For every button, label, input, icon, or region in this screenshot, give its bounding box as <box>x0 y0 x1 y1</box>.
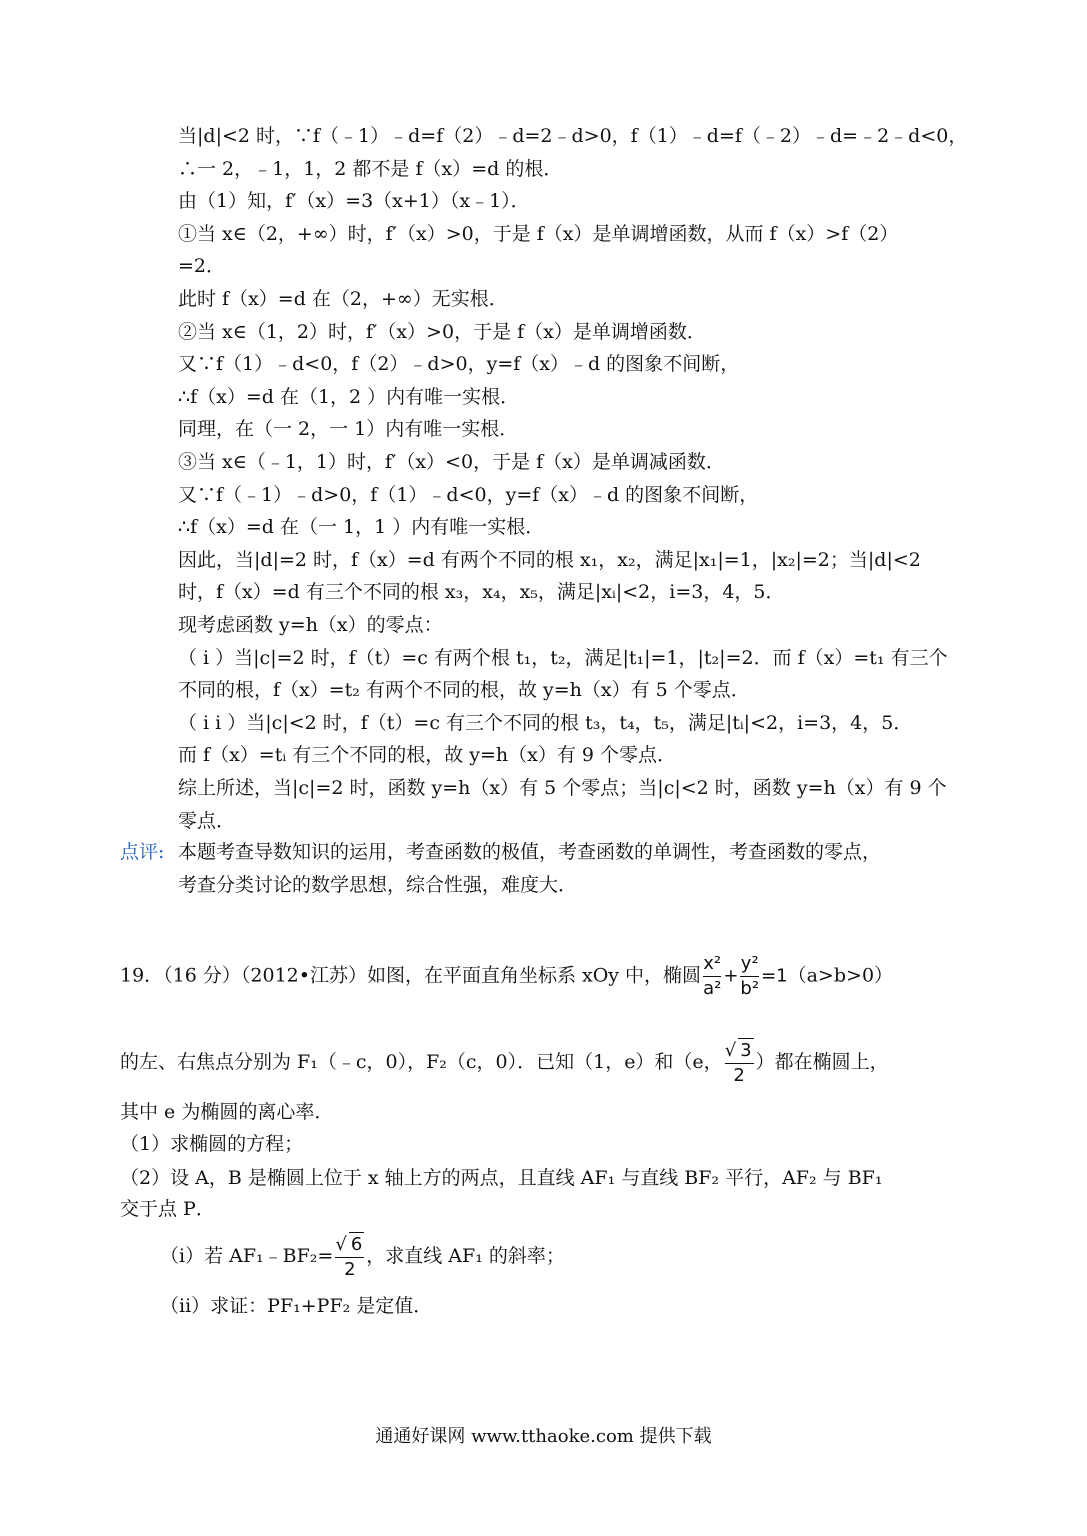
footer-text: 通通好课网 www.tthaoke.com 提供下载 <box>375 1426 712 1447</box>
comment-line: 考查分类讨论的数学思想，综合性强，难度大． <box>178 874 578 896</box>
solution-line: 不同的根，f（x）=t₂ 有两个不同的根，故 y=h（x）有 5 个零点． <box>178 679 750 701</box>
comment-body <box>178 836 881 902</box>
solution-line: ∴一 2，﹣1，1，2 都不是 f（x）=d 的根． <box>178 158 563 180</box>
frac-numerator: x² <box>703 953 722 974</box>
solution-line: ∴f（x）=d 在（一 1，1 ）内有唯一实根． <box>178 516 545 538</box>
question-text: 的左、右焦点分别为 F₁（﹣c，0），F₂（c，0）．已知（1，e）和（e， <box>120 1051 723 1073</box>
sqrt-radicand: 6 <box>350 1234 363 1255</box>
solution-line: 因此，当|d|=2 时，f（x）=d 有两个不同的根 x₁，x₂，满足|x₁|=1，|x₂|=2；当|d|<2 <box>178 549 921 571</box>
question-sub-i <box>160 1232 565 1282</box>
question-line-3: 其中 e 为椭圆的离心率． <box>120 1101 334 1123</box>
comment-block <box>120 836 1000 896</box>
frac-denominator: 2 <box>344 1259 356 1280</box>
solution-line: 现考虑函数 y=h（x）的零点： <box>178 614 443 636</box>
solution-line: 综上所述，当|c|=2 时，函数 y=h（x）有 5 个零点；当|c|<2 时，函数 y=h（x）有 9 个 <box>178 777 947 799</box>
solution-line: （ i i ）当|c|<2 时，f（t）=c 有三个不同的根 t₃，t₄，t₅，满足|tᵢ|<2，i=3，4，5． <box>178 712 913 734</box>
frac-numerator: y² <box>740 953 759 974</box>
solution-line: 同理，在（一 2，一 1）内有唯一实根． <box>178 418 519 440</box>
question-text: （i）若 AF₁﹣BF₂= <box>160 1245 334 1267</box>
question-text: ，求直线 AF₁ 的斜率； <box>366 1245 565 1267</box>
comment-label: 点评: <box>120 841 165 863</box>
frac-denominator: b² <box>740 978 760 999</box>
question-part-1: （1）求椭圆的方程； <box>120 1133 304 1155</box>
sqrt3-over-2: $\frac{√ 3}{2}$ <box>724 1040 752 1086</box>
question-text: 19．（16 分）（2012•江苏）如图，在平面直角坐标系 xOy 中，椭圆 <box>120 964 702 987</box>
ellipse-equation <box>701 952 788 1001</box>
solution-line: =2． <box>178 255 226 277</box>
solution-line: 零点． <box>178 810 236 832</box>
question-line-2 <box>120 1038 889 1088</box>
solution-line: ②当 x∈（1，2）时，f′（x）>0，于是 f（x）是单调增函数． <box>178 321 706 343</box>
solution-line: 又∵f（﹣1）﹣d>0，f（1）﹣d<0，y=f（x）﹣d 的图象不间断， <box>178 484 759 506</box>
sqrt6-over-2: $\frac{√ 6}{2}$ <box>335 1234 363 1280</box>
solution-line: ③当 x∈（﹣1，1）时，f′（x）<0，于是 f（x）是单调减函数． <box>178 451 725 473</box>
solution-line: ①当 x∈（2，+∞）时，f′（x）>0，于是 f（x）是单调增函数，从而 f（x）>f（2） <box>178 223 899 245</box>
solution-line: 又∵f（1）﹣d<0，f（2）﹣d>0，y=f（x）﹣d 的图象不间断， <box>178 353 740 375</box>
solution-line: 当|d|<2 时，∵f（﹣1）﹣d=f（2）﹣d=2﹣d>0，f（1）﹣d=f（﹣2）﹣d=﹣2﹣d<0， <box>178 125 968 147</box>
solution-line: 而 f（x）=tᵢ 有三个不同的根，故 y=h（x）有 9 个零点． <box>178 744 677 766</box>
solution-line: ∴f（x）=d 在（1，2 ）内有唯一实根． <box>178 386 520 408</box>
solution-line: 由（1）知，f′（x）=3（x+1）（x﹣1）． <box>178 190 530 212</box>
plus-sign: + <box>723 965 739 987</box>
question-part-2-cont: 交于点 P． <box>120 1198 215 1220</box>
question-text: ）都在椭圆上， <box>755 1051 889 1073</box>
question-text: （a>b>0） <box>787 964 894 987</box>
question-part-2: （2）设 A，B 是椭圆上位于 x 轴上方的两点，且直线 AF₁ 与直线 BF₂ 平行，AF₂ 与 BF₁ <box>120 1167 883 1189</box>
comment-line: 本题考查导数知识的运用，考查函数的极值，考查函数的单调性，考查函数的零点， <box>178 841 882 863</box>
frac-denominator: 2 <box>733 1065 745 1086</box>
solution-line: 此时 f（x）=d 在（2，+∞）无实根． <box>178 288 508 310</box>
solution-line: （ i ）当|c|=2 时，f（t）=c 有两个根 t₁，t₂，满足|t₁|=1，|t₂|=2．而 f（x）=t₁ 有三个 <box>178 647 948 669</box>
question-line-1 <box>120 952 893 1001</box>
frac-denominator: a² <box>703 978 722 999</box>
equals-one: =1 <box>761 965 788 987</box>
question-sub-ii: （ii）求证：PF₁+PF₂ 是定值． <box>160 1295 433 1317</box>
sqrt-radicand: 3 <box>740 1040 752 1061</box>
solution-line: 时，f（x）=d 有三个不同的根 x₃，x₄，x₅，满足|xᵢ|<2，i=3，4，5． <box>178 581 785 603</box>
